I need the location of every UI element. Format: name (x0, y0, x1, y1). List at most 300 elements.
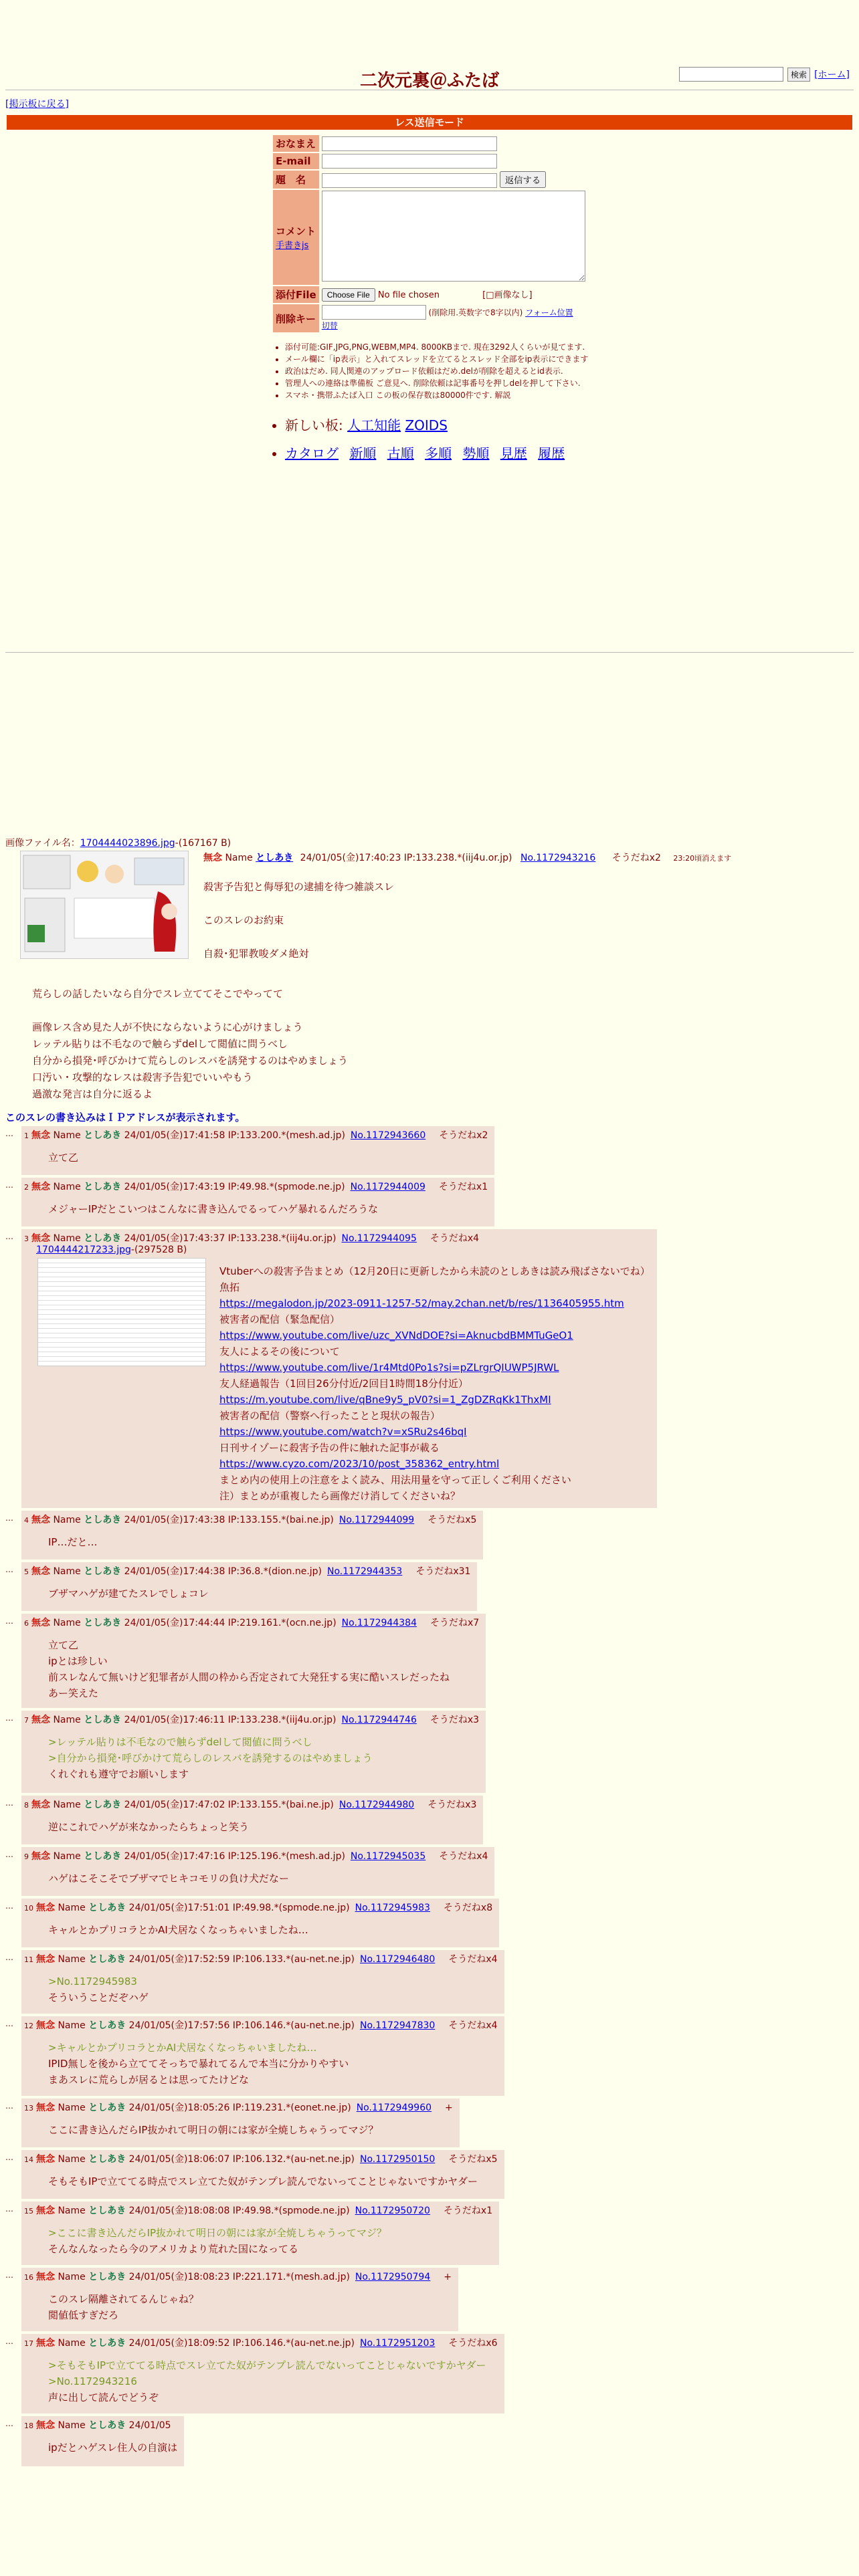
reply-datetime: 24/01/05(金)17:57:56 IP:106.146.*(au-net.ne.jp) (128, 2020, 355, 2031)
reply-name-label: Name (58, 2103, 86, 2113)
reply-line: 立て乙 (48, 1152, 79, 1164)
reply-line: 立て乙 (48, 1639, 79, 1651)
reply-index: 1 (24, 1132, 29, 1140)
reply-line: そういうことだぞハゲ (48, 1992, 149, 2004)
reply-body (219, 1263, 650, 1504)
op-body-rules (32, 986, 348, 1103)
reply-index: 13 (24, 2104, 33, 2113)
reply-name: としあき (84, 1800, 122, 1810)
new-boards-label: 新しい板: (285, 417, 343, 433)
reply-name-label: Name (58, 1903, 86, 1913)
delete-key-field[interactable] (322, 305, 426, 320)
sodane-button[interactable]: そうだねx7 (430, 1618, 480, 1628)
file-label: 添付File (273, 286, 319, 303)
comment-label: コメント (276, 225, 316, 237)
op-file-label: 画像ファイル名： (5, 838, 80, 849)
reply-name-label: Name (58, 2206, 86, 2216)
reply-name: としあき (84, 1130, 122, 1141)
reply-number-link[interactable]: No.1172950794 (355, 2272, 431, 2282)
reply-line: ここに書き込んだらIP抜かれて明日の朝には家が全焼しちゃうってマジ？ (48, 2124, 379, 2136)
reply-header (24, 1798, 476, 1811)
reply-subject: 無念 (36, 2420, 55, 2431)
reply-subject: 無念 (31, 1130, 50, 1141)
reply-line: このスレ隔離されてるんじゃね？ (48, 2293, 199, 2305)
subject-field[interactable] (322, 173, 497, 188)
reply-marker: … (5, 2204, 13, 2214)
reply-body (48, 1819, 476, 1835)
reply-number-link[interactable]: No.1172944353 (327, 1566, 403, 1577)
reply-body (48, 1534, 476, 1550)
reply-post (21, 2099, 460, 2147)
reply-post (21, 2416, 184, 2466)
reply-line: キャルとかプリコラとかAI犬居なくなっちゃいましたね… (48, 1924, 308, 1936)
reply-subject: 無念 (36, 2103, 55, 2113)
sodane-button[interactable]: そうだねx3 (430, 1715, 480, 1725)
reply-index: 2 (24, 1183, 29, 1192)
reply-index: 6 (24, 1619, 29, 1628)
op-body-line (203, 895, 394, 912)
reply-header (24, 2336, 498, 2349)
reply-body (48, 1637, 479, 1701)
reply-header (24, 2204, 492, 2217)
reply-name-label: Name (58, 2020, 86, 2031)
delete-key-note: (削除用.英数字で8字以内) (428, 308, 523, 318)
reply-row (5, 1899, 854, 1947)
reply-header (24, 1713, 479, 1726)
reply-name: としあき (88, 2020, 126, 2031)
reply-index: 8 (24, 1801, 29, 1810)
reply-subject: 無念 (36, 1954, 55, 1965)
reply-subject: 無念 (36, 1903, 55, 1913)
sodane-button[interactable]: そうだねx2 (439, 1130, 488, 1141)
reply-line: 日刊サイゾーに殺害予告の件に触れた記事が載る (219, 1442, 440, 1454)
reply-name-label: Name (53, 1800, 81, 1810)
reply-file-info (36, 1245, 650, 1255)
reply-marker: … (5, 2153, 13, 2162)
email-field[interactable] (322, 154, 497, 169)
reply-number-link[interactable]: No.1172946480 (360, 1954, 436, 1965)
reply-header (24, 2018, 498, 2032)
reply-quote: >レッテル貼りは不毛なので触らずdelして閲値に問うべし (48, 1736, 312, 1748)
reply-row (5, 1614, 854, 1708)
reply-number-link[interactable]: No.1172945035 (350, 1851, 426, 1862)
reply-index: 17 (24, 2339, 33, 2348)
reply-number-link[interactable]: No.1172945983 (355, 1903, 430, 1913)
reply-header (24, 1128, 488, 1142)
reply-body (48, 1922, 492, 1938)
op-body (203, 879, 394, 962)
reply-quote: >キャルとかプリコラとかAI犬居なくなっちゃいましたね… (48, 2042, 317, 2054)
search-button[interactable]: 検索 (787, 68, 810, 82)
reply-post (21, 1614, 486, 1708)
sodane-button[interactable]: そうだねx4 (430, 1233, 480, 1244)
reply-datetime: 24/01/05(金)18:05:26 IP:119.231.*(eonet.ne.jp) (128, 2103, 351, 2113)
reply-name: としあき (88, 2103, 126, 2113)
reply-post (21, 1178, 494, 1226)
reply-number-link[interactable]: No.1172951203 (360, 2338, 436, 2349)
reply-line: 友人によるその後について (219, 1346, 340, 1358)
reply-datetime: 24/01/05(金)18:06:07 IP:106.132.*(au-net.ne.jp) (128, 2154, 355, 2165)
reply-name: としあき (84, 1715, 122, 1725)
reply-datetime: 24/01/05(金)18:08:23 IP:221.171.*(mesh.ad.jp) (128, 2272, 350, 2282)
op-number-link[interactable]: No.1172943216 (520, 853, 596, 863)
reply-number-link[interactable]: No.1172944746 (341, 1715, 417, 1725)
reply-number-link[interactable]: No.1172947830 (360, 2020, 436, 2031)
note-item: • 管理人への連絡は準備板 ご意見へ. 削除依頼は記事番号を押しdelを押して下さい. (285, 377, 588, 389)
reply-datetime: 24/01/05(金)17:46:11 IP:133.238.*(iij4u.or.jp) (124, 1715, 337, 1725)
reply-body (48, 1150, 488, 1166)
reply-name-label: Name (58, 2154, 86, 2165)
reply-name-label: Name (53, 1182, 81, 1192)
reply-row (5, 2334, 854, 2413)
reply-post (21, 1229, 657, 1508)
reply-quote: >No.1172945983 (48, 1975, 137, 1988)
reply-name: としあき (88, 2272, 126, 2282)
sodane-button[interactable]: そうだねx6 (448, 2338, 498, 2349)
reply-name: としあき (88, 2154, 126, 2165)
reply-thread (5, 1126, 854, 2469)
reply-marker: … (5, 1232, 13, 1241)
reply-line: 逆にこれでハゲが来なかったらちょっと笑う (48, 1821, 250, 1833)
reply-header (24, 2101, 453, 2114)
reply-datetime: 24/01/05(金)17:41:58 IP:133.200.*(mesh.ad.jp) (124, 1130, 345, 1141)
reply-marker: … (5, 1180, 13, 1190)
reply-line: くれぐれも遵守でお願いします (48, 1768, 189, 1780)
op-datetime: 24/01/05(金)17:40:23 IP:133.238.*(iij4u.or.jp) (300, 853, 512, 863)
reply-name: としあき (88, 1954, 126, 1965)
op-post (5, 836, 808, 1100)
reply-line: 友人経過報告（1回目26分付近/2回目1時間18分付近） (219, 1378, 468, 1390)
reply-datetime: 24/01/05(金)17:47:16 IP:125.196.*(mesh.ad.jp) (124, 1851, 345, 1862)
reply-quote: >自分から損発･呼びかけて荒らしのレスバを誘発するのはやめましょう (48, 1752, 373, 1764)
reply-row (5, 1562, 854, 1611)
sodane-button[interactable]: そうだねx1 (443, 2206, 493, 2216)
reply-line: 魚拓 (219, 1281, 240, 1293)
reply-index: 9 (24, 1852, 29, 1861)
reply-header (24, 2152, 498, 2165)
reply-line: 閲値低すぎだろ (48, 2309, 119, 2321)
reply-file-wrap (24, 1255, 650, 1504)
reply-number-link[interactable]: No.1172944009 (350, 1182, 425, 1192)
reply-line: そもそもIPで立ててる時点でスレ立てた奴がテンプレ読んでないってことじゃないですかヤダー (48, 2175, 478, 2187)
reply-marker: … (5, 2419, 13, 2428)
reply-line: ハゲはこそこそでブザマでヒキコモリの負け犬だなー (48, 1872, 290, 1885)
reply-marker: … (5, 1713, 13, 1723)
form-position-link[interactable]: フォーム位置 (525, 308, 573, 318)
reply-name: としあき (84, 1618, 122, 1628)
sodane-button[interactable]: + (445, 2103, 453, 2113)
op-rule-line: 過激な発言は自分に返るよ (32, 1088, 153, 1100)
nav-viewed-history[interactable]: 見歴 (500, 445, 527, 461)
op-name[interactable]: としあき (256, 853, 294, 863)
reply-row (5, 1950, 854, 2014)
reply-post (21, 1899, 499, 1947)
reply-subject: 無念 (31, 1515, 50, 1525)
reply-url-link[interactable]: https://m.youtube.com/live/qBne9y5_pV0?si=1_ZgDZRqKk1ThxMI (219, 1394, 551, 1406)
reply-header (24, 1564, 470, 1578)
reply-line: そんなんなったら今のアメリカより荒れた国になってる (48, 2243, 298, 2255)
posting-notes (276, 341, 588, 401)
reply-name-label: Name (58, 2338, 86, 2349)
handwrite-link[interactable]: 手書きjs (276, 241, 309, 251)
nav-newest[interactable]: 新順 (349, 445, 377, 461)
reply-subject: 無念 (36, 2272, 55, 2282)
reply-marker: … (5, 2270, 13, 2280)
nav-catalog[interactable]: カタログ (285, 445, 339, 461)
reply-header (24, 1513, 476, 1526)
reply-row (5, 1511, 854, 1560)
reply-row (5, 2268, 854, 2331)
reply-name-label: Name (53, 1851, 81, 1862)
switch-link[interactable]: 切替 (321, 321, 338, 330)
reply-name-label: Name (53, 1233, 81, 1244)
reply-url-link[interactable]: https://www.youtube.com/watch?v=xSRu2s46bqI (219, 1426, 467, 1438)
reply-number-link[interactable]: No.1172949960 (356, 2103, 432, 2113)
reply-number-link[interactable]: No.1172944099 (339, 1515, 415, 1525)
reply-marker: … (5, 1953, 13, 1962)
reply-row (5, 2099, 854, 2147)
reply-line: まあスレに荒らしが居るとは思ってたけどな (48, 2074, 250, 2086)
reply-post (21, 2016, 504, 2096)
reply-marker: … (5, 1129, 13, 1138)
reply-line: 被害者の配信（緊急配信） (219, 1313, 341, 1325)
reply-name-label: Name (53, 1515, 81, 1525)
reply-name-label: Name (58, 2272, 86, 2282)
sodane-button[interactable]: そうだねx8 (443, 1903, 493, 1913)
name-field[interactable] (322, 136, 497, 151)
nav-most-replies[interactable]: 多順 (425, 445, 452, 461)
reply-marker: … (5, 1513, 13, 1523)
reply-post (21, 2150, 504, 2199)
reply-subject: 無念 (31, 1233, 50, 1244)
op-rule-line: 自分から損発･呼びかけて荒らしのレスバを誘発するのはやめましょう (32, 1055, 349, 1067)
reply-name-label: Name (53, 1130, 81, 1141)
op-thumbnail-collage-icon (21, 851, 188, 958)
reply-name-label: Name (58, 2420, 86, 2431)
nav-post-history[interactable]: 履歴 (538, 445, 565, 461)
reply-number-link[interactable]: No.1172944980 (339, 1800, 415, 1810)
reply-row (5, 1847, 854, 1896)
sodane-button[interactable]: そうだねx4 (439, 1851, 488, 1862)
reply-datetime: 24/01/05(金)17:43:19 IP:49.98.*(spmode.ne.jp) (124, 1182, 345, 1192)
reply-url-link[interactable]: https://megalodon.jp/2023-0911-1257-52/may.2chan.net/b/res/1136405955.htm (219, 1297, 624, 1309)
reply-marker: … (5, 1565, 13, 1574)
nav-momentum[interactable]: 勢順 (462, 445, 490, 461)
reply-row (5, 2150, 854, 2199)
reply-body (48, 2440, 177, 2456)
reply-index: 7 (24, 1716, 29, 1725)
op-rule-line: 画像レス含め見た人が不快にならないように心がけましょう (32, 1021, 303, 1033)
delete-key-label: 削除キー (273, 304, 319, 332)
email-label: E-mail (273, 153, 319, 169)
reply-number-link[interactable]: No.1172950150 (360, 2154, 436, 2165)
reply-header (24, 1952, 498, 1965)
op-subject: 無念 (203, 853, 222, 863)
reply-subject: 無念 (31, 1800, 50, 1810)
document-thumbnail-icon (38, 1259, 205, 1366)
home-link[interactable]: [ホーム] (814, 70, 850, 80)
reply-post (21, 2202, 499, 2265)
reply-url-link[interactable]: https://www.cyzo.com/2023/10/post_358362_entry.html (219, 1458, 500, 1470)
sodane-button[interactable]: そうだねx3 (427, 1800, 477, 1810)
name-label: おなまえ (273, 135, 319, 152)
sodane-button[interactable]: そうだねx1 (438, 1182, 488, 1192)
board-link-ai[interactable]: 人工知能 (347, 417, 401, 433)
section-divider (5, 652, 854, 653)
reply-subject: 無念 (36, 2206, 55, 2216)
reply-post (21, 2268, 458, 2331)
reply-datetime: 24/01/05(金)18:09:52 IP:106.146.*(au-net.ne.jp) (128, 2338, 355, 2349)
reply-line: ipだとハゲスレ住人の自演は (48, 2442, 178, 2454)
reply-row (5, 1711, 854, 1793)
op-file-link[interactable]: 1704444023896.jpg (80, 838, 175, 849)
new-boards (276, 415, 448, 434)
reply-header (24, 1849, 488, 1862)
file-status: No file chosen (377, 290, 440, 300)
reply-row (5, 2416, 854, 2466)
reply-datetime: 24/01/05(金)17:43:38 IP:133.155.*(bai.ne.jp) (124, 1515, 334, 1525)
nav-oldest[interactable]: 古順 (387, 445, 414, 461)
reply-name: としあき (88, 1903, 126, 1913)
reply-line: 声に出して読んでどうぞ (48, 2391, 159, 2403)
reply-row (5, 1126, 854, 1175)
reply-line: メジャーIPだとこいつはこんなに書き込んでるってハゲ暴れるんだろうな (48, 1203, 379, 1215)
sodane-button[interactable]: そうだねx4 (448, 2020, 498, 2031)
reply-thumbnail[interactable] (37, 1258, 206, 1366)
reply-post (21, 1796, 483, 1844)
sodane-button[interactable]: そうだねx5 (427, 1515, 477, 1525)
op-rule-line: 荒らしの話したいなら自分でスレ立ててそこでやってて (32, 988, 284, 1000)
reply-mode-bar: レス送信モード (7, 115, 852, 130)
reply-header (24, 1231, 650, 1245)
choose-file-button[interactable]: Choose File (322, 288, 375, 302)
reply-datetime: 24/01/05(金)17:51:01 IP:49.98.*(spmode.ne.jp) (128, 1903, 350, 1913)
op-sodane-button[interactable]: そうだねx2 (611, 853, 661, 863)
reply-post (21, 1847, 494, 1896)
reply-line: IP…だと… (48, 1536, 98, 1548)
reply-index: 4 (24, 1516, 29, 1525)
reply-name: としあき (84, 1233, 122, 1244)
reply-marker: … (5, 2101, 13, 2111)
reply-line: Vtuberへの殺害予告まとめ（12月20日に更新したから未読のとしあきは読み飛ばさないでね） (219, 1265, 650, 1277)
reply-line: まとめ内の使用上の注意をよく読み、用法用量を守って正しくご利用ください (219, 1474, 571, 1486)
back-to-board-link[interactable]: [掲示板に戻る] (5, 99, 69, 110)
reply-body (48, 2040, 498, 2088)
reply-index: 11 (24, 1955, 33, 1964)
submit-reply-button[interactable]: 返信する (500, 171, 546, 188)
no-image-checkbox[interactable]: [□画像なし] (482, 290, 533, 300)
reply-quote: >そもそもIPで立ててる時点でスレ立てた奴がテンプレ読んでないってことじゃないですかヤダー (48, 2359, 486, 2371)
sodane-button[interactable]: + (444, 2272, 452, 2282)
reply-number-link[interactable]: No.1172944095 (341, 1233, 417, 1244)
op-file-size: -(167167 B) (175, 838, 231, 849)
reply-name: としあき (84, 1182, 122, 1192)
reply-body (48, 2291, 452, 2323)
reply-header (24, 1901, 492, 1914)
reply-url-link[interactable]: https://www.youtube.com/live/1r4Mtd0Po1s?si=pZLrgrQIUWP5JRWL (219, 1362, 559, 1374)
reply-row (5, 1796, 854, 1844)
reply-datetime: 24/01/05(金)17:44:38 IP:36.8.*(dion.ne.jp) (124, 1566, 322, 1577)
reply-datetime: 24/01/05(金)17:52:59 IP:106.133.*(au-net.ne.jp) (128, 1954, 355, 1965)
reply-index: 12 (24, 2022, 33, 2030)
reply-file-size: -(297528 B) (130, 1245, 187, 1255)
reply-index: 10 (24, 1904, 33, 1913)
reply-name: としあき (88, 2420, 126, 2431)
reply-line: あー笑えた (48, 1687, 99, 1699)
reply-subject: 無念 (31, 1851, 50, 1862)
reply-row (5, 2202, 854, 2265)
reply-marker: … (5, 1798, 13, 1808)
thread-nav (276, 443, 571, 462)
reply-name: としあき (88, 2206, 126, 2216)
reply-marker: … (5, 2337, 13, 2346)
reply-number-link[interactable]: No.1172943660 (350, 1130, 426, 1141)
reply-index: 5 (24, 1568, 29, 1576)
reply-line: 注）まとめが重複したら画像だけ消してくださいね？ (219, 1490, 461, 1502)
sodane-button[interactable]: そうだねx31 (415, 1566, 471, 1577)
reply-subject: 無念 (36, 2154, 55, 2165)
reply-subject: 無念 (36, 2020, 55, 2031)
sodane-button[interactable]: そうだねx5 (448, 2154, 498, 2165)
reply-marker: … (5, 2019, 13, 2028)
reply-name: としあき (88, 2338, 126, 2349)
reply-number-link[interactable]: No.1172950720 (355, 2206, 430, 2216)
reply-post (21, 1511, 483, 1560)
reply-marker: … (5, 1616, 13, 1626)
comment-textarea[interactable] (322, 191, 585, 282)
reply-name-label: Name (53, 1618, 81, 1628)
site-title: 二次元裏＠ふたば (359, 71, 499, 91)
reply-url-link[interactable]: https://www.youtube.com/live/uzc_XVNdDOE?si=AknucbdBMMTuGeO1 (219, 1329, 573, 1341)
reply-name: としあき (84, 1851, 122, 1862)
sodane-button[interactable]: そうだねx4 (448, 1954, 498, 1965)
op-file-info (5, 836, 808, 849)
reply-file-link[interactable]: 1704444217233.jpg (36, 1245, 131, 1255)
reply-row (5, 1229, 854, 1508)
reply-line: IPID無しを後から立ててそっちで暴れてるんで本当に分かりやすい (48, 2058, 349, 2070)
op-thumbnail[interactable] (20, 851, 189, 959)
reply-body (48, 2357, 498, 2405)
reply-line: ブザマハゲが建てたスレでしょコレ (48, 1588, 209, 1600)
op-header (203, 851, 731, 864)
reply-name-label: Name (58, 1954, 86, 1965)
op-rule-line: レッテル貼りは不毛なので触らずdelして閲値に問うべし (32, 1038, 288, 1050)
reply-body (48, 1870, 488, 1887)
op-body-line: 自殺･犯罪教唆ダメ絶対 (203, 948, 309, 960)
op-expiry: 23:20頃消えます (673, 854, 732, 863)
reply-post (21, 1126, 494, 1175)
reply-subject: 無念 (31, 1618, 50, 1628)
board-link-zoids[interactable]: ZOIDS (405, 417, 448, 433)
reply-body (48, 1734, 479, 1782)
reply-header (24, 1616, 479, 1629)
op-name-label: Name (225, 853, 253, 863)
note-item: • メール欄に「ip表示」と入れてスレッドを立てるとスレッド全部をip表示にできます (285, 353, 588, 365)
reply-row (5, 2016, 854, 2096)
reply-datetime: 24/01/05(金)17:43:37 IP:133.238.*(iij4u.or.jp) (124, 1233, 337, 1244)
reply-quote: >No.1172943216 (48, 2375, 137, 2387)
reply-body (48, 2122, 453, 2138)
reply-name-label: Name (53, 1566, 81, 1577)
reply-post (21, 1711, 486, 1793)
reply-line: 前スレなんて無いけど犯罪者が人間の枠から否定されて大発狂する実に酷いスレだったね (48, 1671, 450, 1683)
op-rule-line: 口汚い・攻撃的なレスは殺害予告犯でいいやもう (32, 1071, 253, 1083)
reply-datetime: 24/01/05 (128, 2420, 171, 2431)
reply-index: 14 (24, 2155, 33, 2164)
reply-number-link[interactable]: No.1172944384 (341, 1618, 417, 1628)
reply-name-label: Name (53, 1715, 81, 1725)
note-item: • 政治はだめ. 同人関連のアップロード依頼はだめ.delが削除を超えるとid表示. (285, 365, 588, 377)
